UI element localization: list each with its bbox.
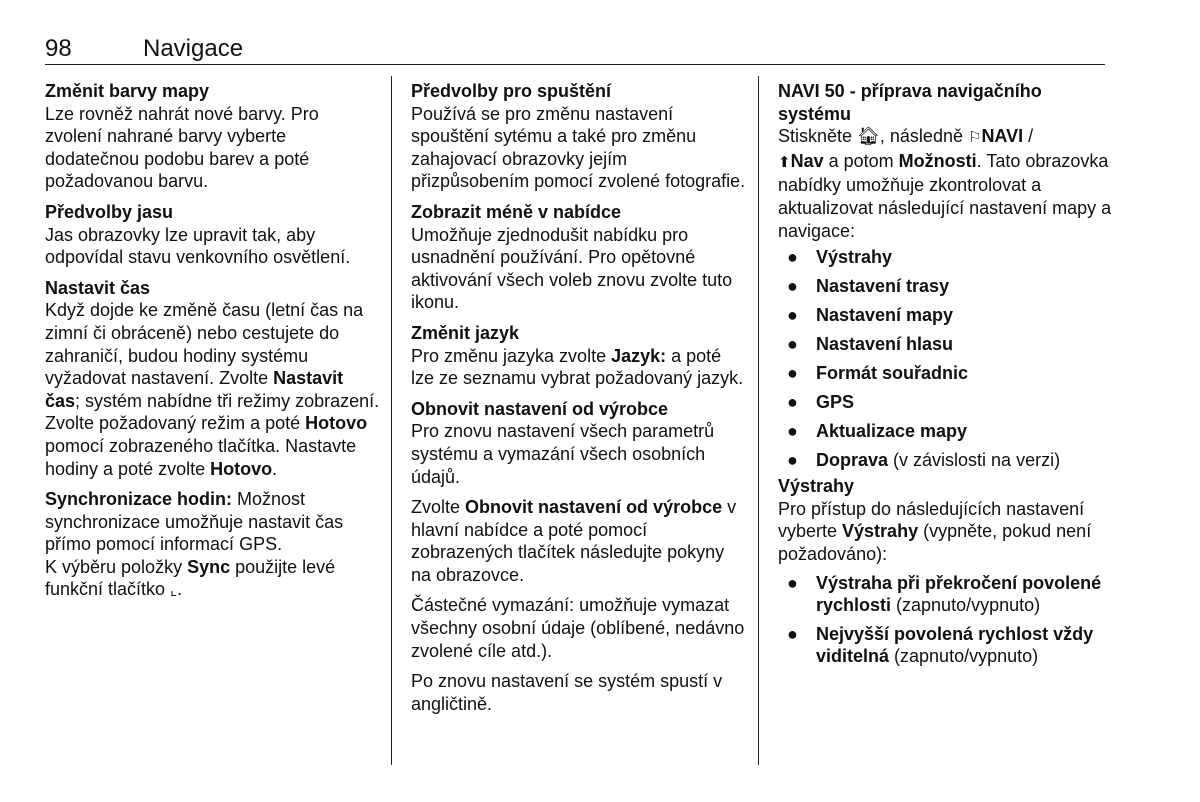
bullet-icon: ● <box>787 276 798 297</box>
section-partial-delete <box>411 594 746 662</box>
section-clock-sync <box>45 488 380 603</box>
home-icon: 🏠︎ <box>857 126 880 147</box>
column-divider <box>758 76 759 765</box>
list-item: ● Nejvyšší povolená rychlost vždy viditelná (zapnuto/vypnuto) <box>787 623 1094 667</box>
section-set-time <box>45 277 380 480</box>
bullet-icon: ● <box>787 421 798 442</box>
section-body: Pro přístup do následujících nastavení vyberte Výstrahy (vypněte, pokud není požadováno): <box>778 498 1092 564</box>
softkey-icon: ⌞ <box>170 582 178 600</box>
list-item: ● Výstrahy <box>778 243 1113 272</box>
nav-arrow-icon: ⬆ <box>778 153 791 171</box>
section-body: Pro změnu jazyka zvolte Jazyk: a poté lze ze seznamu vybrat požadovaný jazyk. <box>411 345 744 389</box>
section-heading: Předvolby jasu <box>45 201 174 222</box>
settings-list <box>778 243 1113 475</box>
list-item: ● Nastavení mapy <box>778 301 1113 330</box>
section-factory-reset-steps <box>411 496 746 586</box>
section-heading: Výstrahy <box>778 476 855 497</box>
section-body: Používá se pro změnu nastavení spouštění sytému a také pro změnu zahajovací obrazovky jejím přizpůsobením pomocí zvolené fotografie. <box>411 103 746 192</box>
bullet-icon: ● <box>787 334 798 355</box>
section-heading: NAVI 50 - příprava navigačního systému <box>778 81 1042 124</box>
section-heading: Obnovit nastavení od výrobce <box>411 398 669 419</box>
list-item: ● Výstraha při překročení povolené rychlosti (zapnuto/vypnuto) <box>787 572 1102 616</box>
bullet-icon: ● <box>787 305 798 326</box>
page-number: 98 <box>45 35 72 62</box>
bullet-icon: ● <box>787 572 798 593</box>
section-body: K výběru položky Sync použijte levé funkční tlačítko ⌞. <box>45 556 336 600</box>
section-restart-note <box>411 670 746 715</box>
column-3 <box>778 80 1113 674</box>
section-body: Částečné vymazání: umožňuje vymazat všechny osobní údaje (oblíbené, nedávno zvolené cíle atd.). <box>411 595 745 661</box>
section-body: Zvolte Obnovit nastavení od výrobce v hlavní nabídce a poté pomocí zobrazených tlačítek následujte pokyny na obrazovce. <box>411 497 737 585</box>
bullet-icon: ● <box>787 247 798 268</box>
section-heading: Změnit jazyk <box>411 322 520 343</box>
section-body: Když dojde ke změně času (letní čas na zimní či obráceně) nebo cestujete do zahraničí, budou hodiny systému vyžadovat nastavení. Zvolte Nastavit čas; systém nabídne tři režimy zobrazení. Zvolte požadovaný režim a poté Hotovo pomocí zobrazeného tlačítka. Nastavte hodiny a poté zvolte Hotovo. <box>45 300 380 479</box>
section-heading: Zobrazit méně v nabídce <box>411 201 622 222</box>
bullet-icon: ● <box>787 392 798 413</box>
bullet-icon: ● <box>787 623 798 644</box>
section-startup-prefs <box>411 80 746 193</box>
section-factory-reset <box>411 398 746 488</box>
column-divider <box>391 76 392 765</box>
section-body: Jas obrazovky lze upravit tak, aby odpovídal stavu venkovního osvětlení. <box>45 224 351 268</box>
bullet-icon: ● <box>787 363 798 384</box>
list-item: ● Nastavení trasy <box>778 272 1113 301</box>
column-2 <box>411 80 746 723</box>
flag-icon: ⚐ <box>967 129 982 147</box>
section-warnings <box>778 475 1113 668</box>
list-item: ● Aktualizace mapy <box>778 417 1113 446</box>
section-navi50-setup <box>778 80 1113 475</box>
list-item: ● Doprava (v závislosti na verzi) <box>778 446 1113 475</box>
section-show-less <box>411 201 746 314</box>
section-heading: Změnit barvy mapy <box>45 81 210 101</box>
list-item: ● GPS <box>778 388 1113 417</box>
bullet-icon: ● <box>787 450 798 471</box>
section-change-language <box>411 322 746 390</box>
section-brightness <box>45 201 380 269</box>
page-header <box>45 34 1105 65</box>
page-title: Navigace <box>143 35 244 62</box>
list-item: ● Formát souřadnic <box>778 359 1113 388</box>
section-body: Stiskněte 🏠︎, následně ⚐NAVI / ⬆Nav a potom Možnosti. Tato obrazovka nabídky umožňuje zkontrolovat a aktualizovat následující nastavení mapy a navigace: <box>778 126 1112 241</box>
section-body: Lze rovněž nahrát nové barvy. Pro zvolení nahrané barvy vyberte dodatečnou podobu barev a poté požadovanou barvu. <box>45 103 319 192</box>
section-body: Synchronizace hodin: Možnost synchronizace umožňuje nastavit čas přímo pomocí informací GPS. <box>45 489 344 555</box>
section-change-map-colors <box>45 80 380 193</box>
section-body: Po znovu nastavení se systém spustí v angličtině. <box>411 671 723 714</box>
column-1 <box>45 80 380 611</box>
warnings-list <box>778 572 1113 668</box>
section-body: Pro znovu nastavení všech parametrů systému a vymazání všech osobních údajů. <box>411 421 715 487</box>
list-item: ● Nastavení hlasu <box>778 330 1113 359</box>
section-heading: Nastavit čas <box>45 277 151 298</box>
section-body: Umožňuje zjednodušit nabídku pro usnadnění používání. Pro opětovné aktivování všech voleb znovu zvolte tuto ikonu. <box>411 224 733 313</box>
section-heading: Předvolby pro spuštění <box>411 81 612 101</box>
